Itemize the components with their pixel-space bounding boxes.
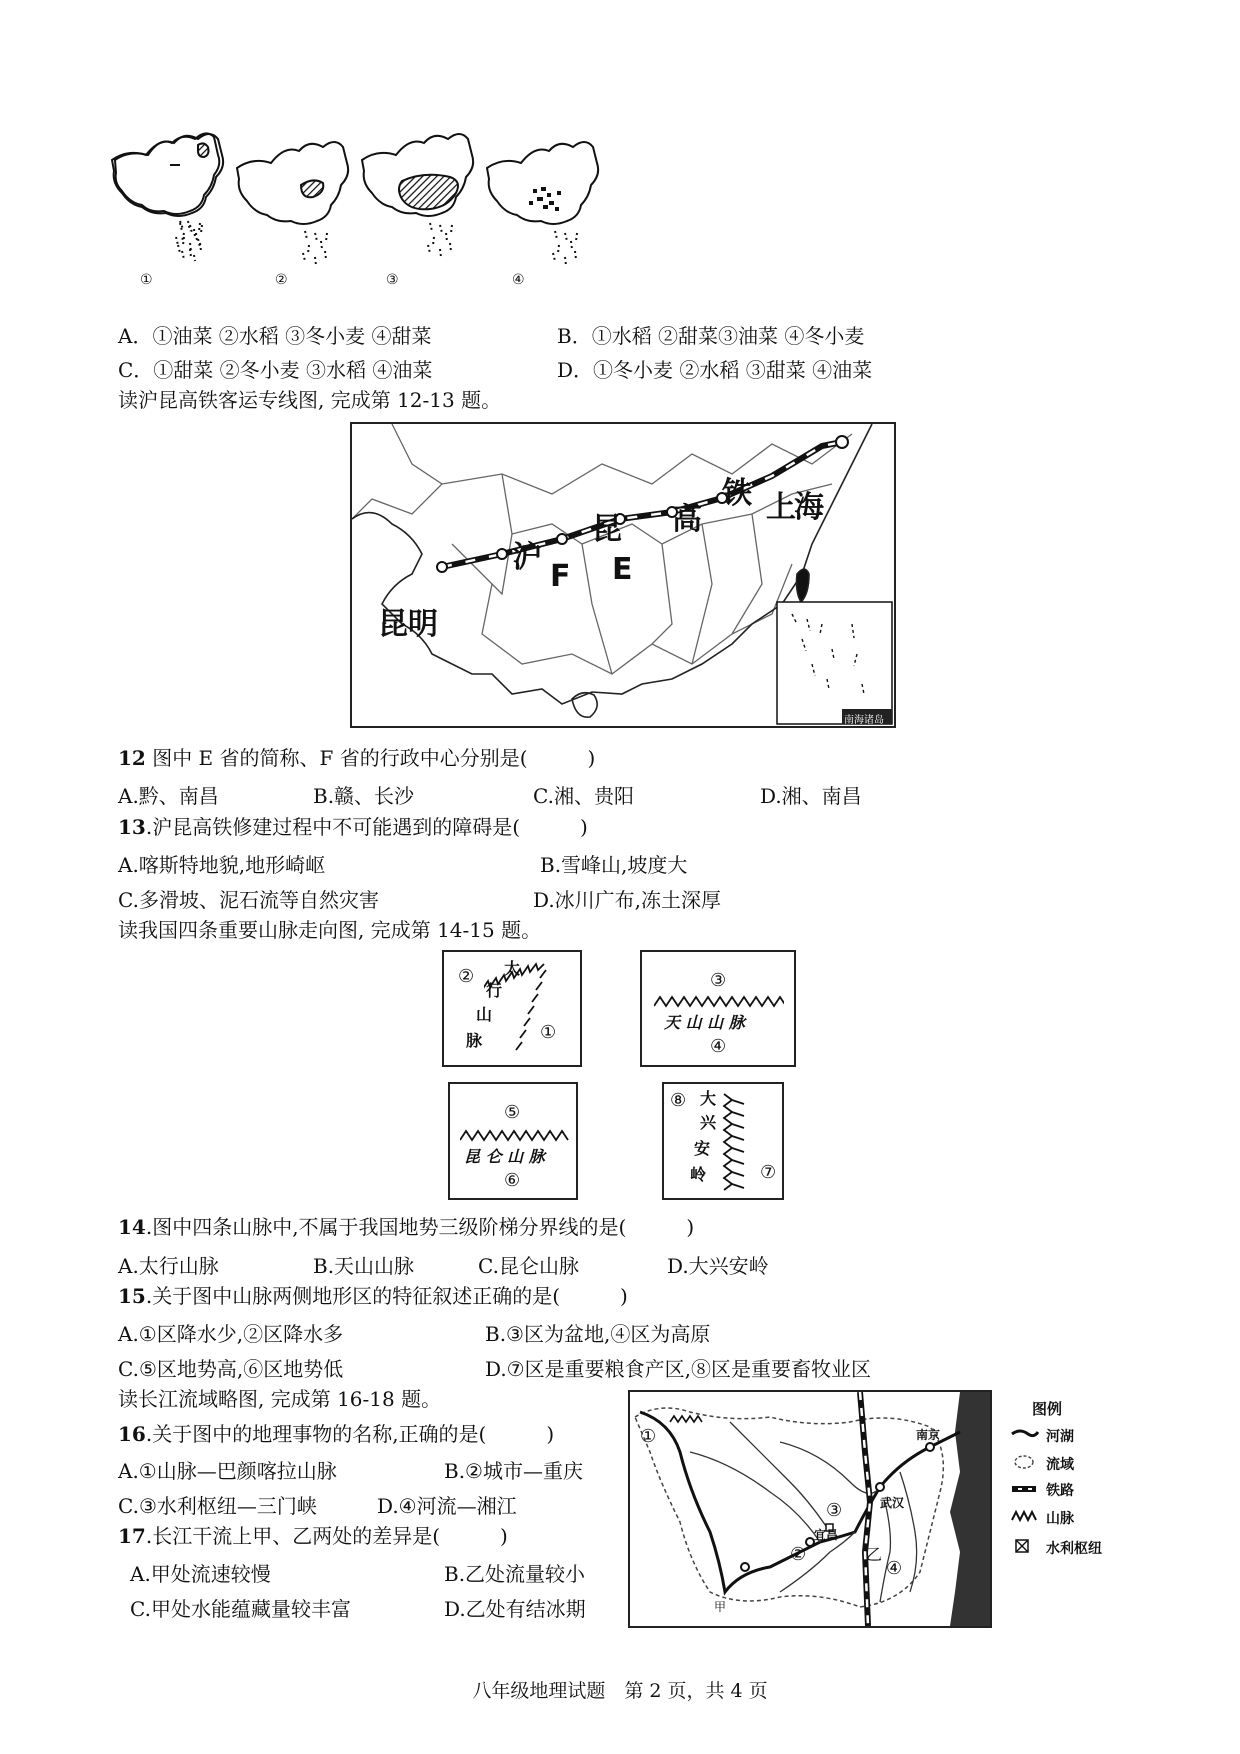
taihang-west-label: ②	[458, 966, 475, 987]
page-footer: 八年级地理试题 第 2 页，共 4 页	[472, 1680, 768, 1702]
q12-option-d[interactable]: D.湘、南昌	[760, 784, 862, 808]
hukun-railway-map	[350, 422, 896, 728]
kunlun-north-label: ⑤	[504, 1102, 521, 1123]
daxinganling-char-2: 兴	[700, 1113, 717, 1132]
q16-option-b[interactable]: B.②城市—重庆	[444, 1459, 583, 1483]
crop-map-4	[487, 142, 598, 265]
crop-map-3	[362, 134, 473, 257]
city-wuhan: 武汉	[880, 1496, 905, 1510]
q14-option-c[interactable]: C.昆仑山脉	[478, 1254, 579, 1278]
daxinganling-east-label: ⑦	[760, 1162, 777, 1183]
label-hu: 沪	[512, 540, 542, 575]
legend-item-dam: 水利枢纽	[1046, 1541, 1102, 1557]
q13-option-c[interactable]: C.多滑坡、泥石流等自然灾害	[118, 888, 379, 912]
taihang-char-2: 行	[486, 981, 503, 1000]
q13-option-a[interactable]: A.喀斯特地貌,地形崎岖	[118, 853, 326, 877]
q12-option-b[interactable]: B.赣、长沙	[313, 784, 415, 808]
q11-option-c[interactable]: C．①甜菜 ②冬小麦 ③水稻 ④油菜	[118, 358, 433, 382]
mountain-icon	[1012, 1512, 1036, 1520]
q13-option-d[interactable]: D.冰川广布,冻土深厚	[533, 888, 722, 912]
q12-stem: 12 图中 E 省的简称、F 省的行政中心分别是( )	[118, 746, 596, 770]
label-tie: 铁	[722, 476, 752, 511]
taihang-char-4: 脉	[466, 1031, 483, 1050]
legend-item-railway: 铁路	[1046, 1483, 1074, 1499]
legend-item-river-lake: 河湖	[1046, 1429, 1074, 1445]
crop-map-label-1: ①	[140, 272, 153, 288]
q16-option-d[interactable]: D.④河流—湘江	[377, 1494, 517, 1518]
label-shanghai: 上海	[766, 490, 822, 525]
q14-option-a[interactable]: A.太行山脉	[118, 1254, 219, 1278]
daxinganling-char-1: 大	[700, 1089, 717, 1108]
crop-map-label-2: ②	[275, 272, 288, 288]
station-kunming	[437, 562, 447, 572]
q14-option-d[interactable]: D.大兴安岭	[667, 1254, 769, 1278]
river-lake-icon	[1012, 1431, 1038, 1436]
q16-option-a[interactable]: A.①山脉—巴颜喀拉山脉	[118, 1459, 337, 1483]
crop-map-label-4: ④	[512, 272, 525, 288]
kunlun-ridge	[460, 1128, 570, 1142]
crop-map-label-3: ③	[386, 272, 399, 288]
label-kunming: 昆明	[378, 607, 438, 642]
intro-14-15: 读我国四条重要山脉走向图, 完成第 14-15 题。	[118, 918, 542, 942]
legend-title: 图例	[1032, 1400, 1063, 1418]
q17-option-d[interactable]: D.乙处有结冰期	[444, 1597, 586, 1621]
daxinganling-char-3: 安	[694, 1139, 711, 1158]
city-nanjing: 南京	[916, 1428, 941, 1442]
q17-stem: 17.长江干流上甲、乙两处的差异是( )	[118, 1524, 508, 1548]
q12-option-a[interactable]: A.黔、南昌	[118, 784, 219, 808]
tianshan-box	[640, 950, 796, 1067]
q13-stem: 13.沪昆高铁修建过程中不可能遇到的障碍是( )	[118, 815, 588, 839]
legend-item-basin: 流域	[1046, 1457, 1074, 1473]
q14-option-b[interactable]: B.天山山脉	[313, 1254, 415, 1278]
yangtze-label-jia: 甲	[714, 1600, 727, 1614]
daxinganling-char-4: 岭	[690, 1165, 707, 1184]
taihang-east-label: ①	[540, 1022, 557, 1043]
q17-option-c[interactable]: C.甲处水能蕴藏量较丰富	[130, 1597, 351, 1621]
tianshan-ridge	[654, 994, 784, 1008]
q11-option-b[interactable]: B．①水稻 ②甜菜③油菜 ④冬小麦	[557, 324, 865, 348]
railway-icon	[1012, 1486, 1036, 1492]
q16-stem: 16.关于图中的地理事物的名称,正确的是( )	[118, 1422, 555, 1446]
legend-symbols	[1010, 1426, 1040, 1576]
crop-map-2	[237, 142, 348, 265]
q15-stem: 15.关于图中山脉两侧地形区的特征叙述正确的是( )	[118, 1284, 628, 1308]
crop-map-1	[112, 134, 223, 257]
daxinganling-box	[662, 1082, 784, 1200]
tianshan-name: 天 山 山 脉	[664, 1013, 745, 1032]
intro-12-13: 读沪昆高铁客运专线图, 完成第 12-13 题。	[118, 388, 502, 412]
q13-option-b[interactable]: B.雪峰山,坡度大	[540, 853, 688, 877]
yangtze-label-3: ③	[826, 1500, 843, 1521]
q15-option-c[interactable]: C.⑤区地势高,⑥区地势低	[118, 1357, 344, 1381]
label-kun: 昆	[592, 512, 622, 547]
tianshan-south-label: ④	[710, 1036, 727, 1057]
yangtze-legend	[1010, 1398, 1120, 1588]
q11-option-a[interactable]: A．①油菜 ②水稻 ③冬小麦 ④甜菜	[118, 324, 432, 348]
daxinganling-west-label: ⑧	[670, 1090, 687, 1111]
label-gao: 高	[672, 502, 702, 537]
q14-stem: 14.图中四条山脉中,不属于我国地势三级阶梯分界线的是( )	[118, 1215, 695, 1239]
q17-option-b[interactable]: B.乙处流量较小	[444, 1562, 586, 1586]
q16-option-c[interactable]: C.③水利枢纽—三门峡	[118, 1494, 317, 1518]
yangtze-label-yi: 乙	[866, 1545, 883, 1564]
basin-icon	[1015, 1456, 1033, 1468]
city-yichang: 宜昌	[814, 1528, 839, 1542]
yangtze-label-1: ①	[640, 1426, 657, 1447]
yangtze-label-4: ④	[886, 1558, 903, 1579]
q17-option-a[interactable]: A.甲处流速较慢	[130, 1562, 271, 1586]
yangtze-basin-map	[628, 1390, 992, 1628]
taihang-char-3: 山	[476, 1005, 493, 1024]
intro-16-18: 读长江流域略图, 完成第 16-18 题。	[118, 1387, 442, 1411]
q15-option-b[interactable]: B.③区为盆地,④区为高原	[485, 1322, 711, 1346]
label-province-f: F	[550, 559, 571, 594]
tianshan-north-label: ③	[710, 970, 727, 991]
taihang-box	[442, 950, 582, 1067]
legend-item-mountain: 山脉	[1046, 1511, 1074, 1527]
q12-option-c[interactable]: C.湘、贵阳	[533, 784, 634, 808]
inset-caption: 南海诸岛	[844, 715, 884, 726]
taihang-char-1: 太	[504, 959, 521, 978]
daxinganling-ridge	[720, 1090, 756, 1194]
south-sea-inset	[777, 602, 892, 724]
q15-option-a[interactable]: A.①区降水少,②区降水多	[118, 1322, 344, 1346]
yangtze-label-2: ②	[790, 1544, 807, 1565]
label-province-e: E	[612, 552, 633, 587]
kunlun-box	[448, 1082, 578, 1200]
q15-option-d[interactable]: D.⑦区是重要粮食产区,⑧区是重要畜牧业区	[485, 1357, 871, 1381]
kunlun-name: 昆 仑 山 脉	[464, 1147, 545, 1166]
kunlun-south-label: ⑥	[504, 1170, 521, 1191]
q11-option-d[interactable]: D．①冬小麦 ②水稻 ③甜菜 ④油菜	[557, 358, 873, 382]
crop-maps	[110, 125, 630, 270]
